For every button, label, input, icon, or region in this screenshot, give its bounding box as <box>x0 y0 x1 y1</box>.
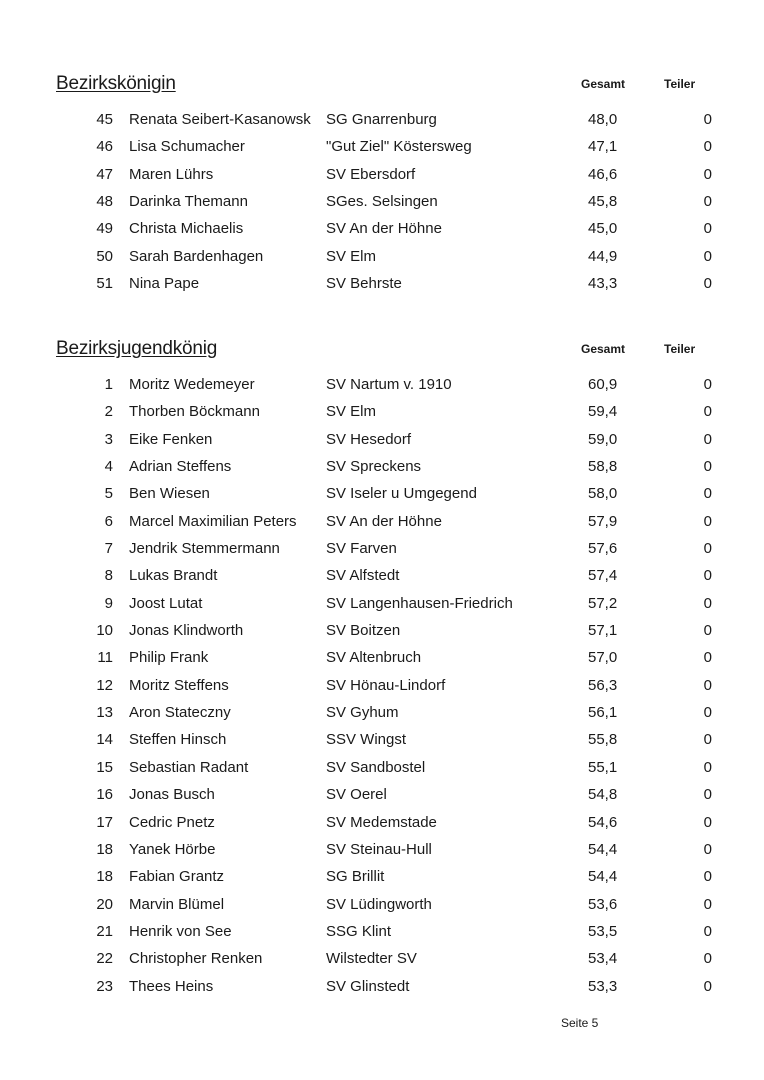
total-cell: 54,6 <box>588 813 618 831</box>
teiler-cell: 0 <box>703 485 712 503</box>
result-row <box>0 220 764 247</box>
name-cell: Jonas Klindworth <box>129 622 244 640</box>
result-row <box>0 458 764 485</box>
result-row <box>0 704 764 731</box>
name-cell: Sarah Bardenhagen <box>129 247 264 265</box>
teiler-cell: 0 <box>703 868 712 886</box>
total-cell: 57,9 <box>588 512 618 530</box>
result-row <box>0 595 764 622</box>
name-cell: Darinka Themann <box>129 193 248 211</box>
total-cell: 57,1 <box>588 622 618 640</box>
teiler-cell: 0 <box>703 165 712 183</box>
name-cell: Christopher Renken <box>129 950 263 968</box>
teiler-cell: 0 <box>703 977 712 995</box>
club-cell: SV An der Höhne <box>326 220 442 238</box>
results-list <box>0 376 764 1005</box>
result-row <box>0 649 764 676</box>
rank-cell: 22 <box>96 950 113 968</box>
club-cell: SSV Wingst <box>326 731 407 749</box>
section-title: Bezirkskönigin <box>56 73 176 94</box>
result-row <box>0 513 764 540</box>
total-cell: 48,0 <box>588 111 618 128</box>
rank-cell: 17 <box>96 813 113 831</box>
club-cell: SV Hönau-Lindorf <box>326 676 446 694</box>
rank-cell: 6 <box>104 512 113 530</box>
teiler-cell: 0 <box>703 512 712 530</box>
rank-cell: 5 <box>104 485 113 503</box>
total-cell: 59,0 <box>588 430 618 448</box>
teiler-cell: 0 <box>703 786 712 804</box>
total-cell: 45,0 <box>588 220 618 238</box>
club-cell: SV Lüdingworth <box>326 895 432 913</box>
teiler-cell: 0 <box>703 731 712 749</box>
club-cell: SV Langenhausen-Friedrich <box>326 594 513 612</box>
teiler-cell: 0 <box>703 895 712 913</box>
teiler-cell: 0 <box>703 676 712 694</box>
total-cell: 58,8 <box>588 458 618 476</box>
rank-cell: 10 <box>96 622 113 640</box>
name-cell: Moritz Wedemeyer <box>129 376 255 393</box>
club-cell: SV Boitzen <box>326 622 401 640</box>
name-cell: Jonas Busch <box>129 786 215 804</box>
result-row <box>0 138 764 165</box>
rank-cell: 15 <box>96 758 113 776</box>
rank-cell: 11 <box>97 649 113 667</box>
teiler-cell: 0 <box>703 193 712 211</box>
name-cell: Maren Lührs <box>129 165 214 183</box>
result-row <box>0 731 764 758</box>
name-cell: Henrik von See <box>129 922 232 940</box>
club-cell: SV Hesedorf <box>326 430 412 448</box>
result-row <box>0 677 764 704</box>
total-cell: 45,8 <box>588 193 618 211</box>
rank-cell: 16 <box>96 786 113 804</box>
teiler-cell: 0 <box>703 758 712 776</box>
rank-cell: 3 <box>104 430 113 448</box>
name-cell: Sebastian Radant <box>129 758 249 776</box>
name-cell: Moritz Steffens <box>129 676 229 694</box>
rank-cell: 9 <box>104 594 113 612</box>
club-cell: SV Farven <box>326 540 397 558</box>
name-cell: Marcel Maximilian Peters <box>129 512 297 530</box>
column-header-total: Gesamt <box>581 342 626 356</box>
rank-cell: 18 <box>96 868 113 886</box>
name-cell: Aron Stateczny <box>129 704 231 722</box>
teiler-cell: 0 <box>703 950 712 968</box>
club-cell: SV Gyhum <box>326 704 399 722</box>
teiler-cell: 0 <box>703 430 712 448</box>
result-row <box>0 814 764 841</box>
rank-cell: 14 <box>96 731 113 749</box>
club-cell: SV Spreckens <box>326 458 422 476</box>
result-row <box>0 923 764 950</box>
teiler-cell: 0 <box>703 649 712 667</box>
name-cell: Lisa Schumacher <box>129 138 245 156</box>
club-cell: SV An der Höhne <box>326 512 442 530</box>
club-cell: "Gut Ziel" Köstersweg <box>326 138 472 156</box>
result-row <box>0 759 764 786</box>
name-cell: Cedric Pnetz <box>129 813 215 831</box>
club-cell: SG Brillit <box>326 868 385 886</box>
teiler-cell: 0 <box>703 220 712 238</box>
rank-cell: 2 <box>104 403 113 421</box>
results-list <box>0 111 764 302</box>
teiler-cell: 0 <box>703 840 712 858</box>
club-cell: SV Sandbostel <box>326 758 426 776</box>
teiler-cell: 0 <box>703 922 712 940</box>
result-row <box>0 622 764 649</box>
total-cell: 54,4 <box>588 840 618 858</box>
rank-cell: 50 <box>96 247 113 265</box>
name-cell: Philip Frank <box>129 649 209 667</box>
total-cell: 60,9 <box>588 376 618 393</box>
name-cell: Thorben Böckmann <box>129 403 260 421</box>
total-cell: 47,1 <box>588 138 618 156</box>
rank-cell: 12 <box>96 676 113 694</box>
total-cell: 46,6 <box>588 165 618 183</box>
result-row <box>0 950 764 977</box>
club-cell: SG Gnarrenburg <box>326 111 437 128</box>
result-row <box>0 193 764 220</box>
total-cell: 56,1 <box>588 704 618 722</box>
teiler-cell: 0 <box>703 138 712 156</box>
club-cell: SV Steinau-Hull <box>326 840 432 858</box>
result-row <box>0 111 764 138</box>
total-cell: 57,6 <box>588 540 618 558</box>
total-cell: 53,6 <box>588 895 618 913</box>
result-row <box>0 786 764 813</box>
club-cell: SV Elm <box>326 403 377 421</box>
name-cell: Nina Pape <box>129 275 200 293</box>
rank-cell: 20 <box>96 895 113 913</box>
name-cell: Thees Heins <box>129 977 214 995</box>
teiler-cell: 0 <box>703 567 712 585</box>
teiler-cell: 0 <box>703 704 712 722</box>
teiler-cell: 0 <box>703 813 712 831</box>
rank-cell: 8 <box>104 567 113 585</box>
result-row <box>0 431 764 458</box>
club-cell: SV Alfstedt <box>326 567 400 585</box>
rank-cell: 4 <box>104 458 113 476</box>
name-cell: Christa Michaelis <box>129 220 244 238</box>
total-cell: 44,9 <box>588 247 618 265</box>
club-cell: SV Altenbruch <box>326 649 422 667</box>
total-cell: 53,4 <box>588 950 618 968</box>
result-row <box>0 376 764 403</box>
result-row <box>0 403 764 430</box>
name-cell: Eike Fenken <box>129 430 213 448</box>
total-cell: 54,8 <box>588 786 618 804</box>
name-cell: Adrian Steffens <box>129 458 232 476</box>
name-cell: Jendrik Stemmermann <box>129 540 280 558</box>
total-cell: 56,3 <box>588 676 618 694</box>
total-cell: 55,1 <box>588 758 618 776</box>
rank-cell: 7 <box>104 540 113 558</box>
result-row <box>0 275 764 302</box>
result-row <box>0 841 764 868</box>
club-cell: SV Iseler u Umgegend <box>326 485 477 503</box>
teiler-cell: 0 <box>703 403 712 421</box>
total-cell: 59,4 <box>588 403 618 421</box>
column-header-teiler: Teiler <box>664 77 696 91</box>
name-cell: Renata Seibert-Kasanowsk <box>129 111 311 128</box>
club-cell: SGes. Selsingen <box>326 193 438 211</box>
rank-cell: 23 <box>96 977 113 995</box>
total-cell: 57,4 <box>588 567 618 585</box>
result-row <box>0 567 764 594</box>
rank-cell: 45 <box>96 111 113 128</box>
teiler-cell: 0 <box>703 247 712 265</box>
total-cell: 43,3 <box>588 275 618 293</box>
total-cell: 54,4 <box>588 868 618 886</box>
rank-cell: 48 <box>96 193 113 211</box>
club-cell: SV Elm <box>326 247 377 265</box>
name-cell: Yanek Hörbe <box>129 840 216 858</box>
teiler-cell: 0 <box>703 458 712 476</box>
club-cell: SV Oerel <box>326 786 387 804</box>
name-cell: Marvin Blümel <box>129 895 225 913</box>
page-number: Seite 5 <box>561 1016 599 1030</box>
club-cell: SV Medemstade <box>326 813 437 831</box>
rank-cell: 46 <box>96 138 113 156</box>
result-row <box>0 485 764 512</box>
club-cell: SV Nartum v. 1910 <box>326 376 452 393</box>
name-cell: Fabian Grantz <box>129 868 225 886</box>
teiler-cell: 0 <box>703 111 712 128</box>
total-cell: 53,5 <box>588 922 618 940</box>
result-row <box>0 868 764 895</box>
rank-cell: 49 <box>96 220 113 238</box>
rank-cell: 21 <box>96 922 113 940</box>
teiler-cell: 0 <box>703 275 712 293</box>
result-row <box>0 896 764 923</box>
section-title: Bezirksjugendkönig <box>56 338 218 359</box>
rank-cell: 1 <box>104 376 113 393</box>
column-header-teiler: Teiler <box>664 342 696 356</box>
result-row <box>0 540 764 567</box>
rank-cell: 18 <box>96 840 113 858</box>
club-cell: SV Ebersdorf <box>326 165 416 183</box>
name-cell: Ben Wiesen <box>129 485 210 503</box>
teiler-cell: 0 <box>703 376 712 393</box>
rank-cell: 47 <box>96 165 113 183</box>
club-cell: SV Glinstedt <box>326 977 410 995</box>
total-cell: 53,3 <box>588 977 618 995</box>
club-cell: SV Behrste <box>326 275 402 293</box>
total-cell: 58,0 <box>588 485 618 503</box>
name-cell: Joost Lutat <box>129 594 203 612</box>
total-cell: 57,0 <box>588 649 618 667</box>
name-cell: Lukas Brandt <box>129 567 218 585</box>
result-row <box>0 978 764 1005</box>
teiler-cell: 0 <box>703 594 712 612</box>
result-row <box>0 166 764 193</box>
rank-cell: 13 <box>96 704 113 722</box>
result-row <box>0 248 764 275</box>
teiler-cell: 0 <box>703 622 712 640</box>
total-cell: 57,2 <box>588 594 618 612</box>
club-cell: Wilstedter SV <box>326 950 417 968</box>
rank-cell: 51 <box>96 275 113 293</box>
club-cell: SSG Klint <box>326 922 392 940</box>
name-cell: Steffen Hinsch <box>129 731 227 749</box>
column-header-total: Gesamt <box>581 77 626 91</box>
total-cell: 55,8 <box>588 731 618 749</box>
teiler-cell: 0 <box>703 540 712 558</box>
